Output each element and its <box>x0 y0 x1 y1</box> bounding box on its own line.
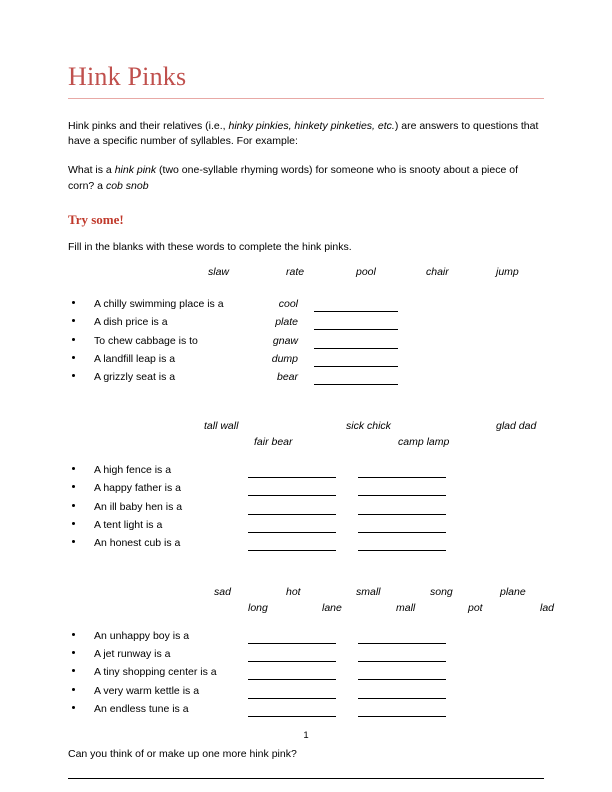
page-title: Hink Pinks <box>68 62 187 91</box>
intro-text-part-1: hinky pinkies, hinkety pinketies, etc. <box>228 119 395 132</box>
exercise-prompt: A landfill leap is a <box>94 352 176 365</box>
exercises-container <box>68 265 555 722</box>
exercise-list-2 <box>68 464 544 556</box>
exercise-prompt: A high fence is a <box>94 463 172 476</box>
word-bank-item: small <box>356 585 381 598</box>
word-bank-item: lad <box>540 601 555 614</box>
page-number: 1 <box>303 730 309 741</box>
example-paragraph <box>68 163 544 193</box>
exercise-prompt: To chew cabbage is to <box>94 334 198 347</box>
exercise-prompt: A jet runway is a <box>94 648 171 661</box>
word-bank-item: chair <box>426 265 449 278</box>
answer-blank[interactable] <box>358 661 446 662</box>
exercise-prompt: A tent light is a <box>94 518 163 531</box>
bullet-icon <box>72 338 75 341</box>
given-word: plate <box>275 316 298 329</box>
example-text-part-0: What is a <box>68 164 115 177</box>
exercise-prompt: A very warm kettle is a <box>94 684 200 697</box>
given-word: cool <box>278 297 298 310</box>
bullet-icon <box>72 485 75 488</box>
exercise-item <box>68 482 544 500</box>
bullet-icon <box>72 540 75 543</box>
bullet-icon <box>72 706 75 709</box>
answer-blank[interactable] <box>314 384 398 385</box>
exercise-prompt: A happy father is a <box>94 482 181 495</box>
exercise-prompt: An ill baby hen is a <box>94 500 183 513</box>
word-bank-item: pot <box>468 601 483 614</box>
exercise-prompt: A grizzly seat is a <box>94 371 176 384</box>
word-bank-item: tall wall <box>204 419 239 432</box>
answer-blank[interactable] <box>358 643 446 644</box>
word-bank-item: pool <box>356 265 376 278</box>
answer-blank[interactable] <box>358 495 446 496</box>
intro-paragraph <box>68 119 544 149</box>
answer-blank[interactable] <box>248 698 336 699</box>
answer-write-in-line <box>68 778 544 779</box>
answer-blank[interactable] <box>314 311 398 312</box>
exercise-prompt: An unhappy boy is a <box>94 629 190 642</box>
bullet-icon <box>72 467 75 470</box>
answer-blank[interactable] <box>358 514 446 515</box>
fill-blanks-instruction: Fill in the blanks with these words to complete the hink pinks. <box>68 240 352 253</box>
word-bank-item: hot <box>286 585 301 598</box>
word-bank-item: sad <box>214 585 231 598</box>
exercise-item <box>68 353 544 371</box>
answer-blank[interactable] <box>314 348 398 349</box>
exercise-item <box>68 464 544 482</box>
answer-blank[interactable] <box>248 532 336 533</box>
word-bank-item: sick chick <box>346 419 391 432</box>
answer-blank[interactable] <box>248 661 336 662</box>
exercise-prompt: An honest cub is a <box>94 537 181 550</box>
page-content <box>68 62 555 779</box>
exercise-item <box>68 666 544 684</box>
exercise-item <box>68 685 544 703</box>
bullet-icon <box>72 633 75 636</box>
exercise-item <box>68 371 544 389</box>
given-word: gnaw <box>272 334 298 347</box>
answer-blank[interactable] <box>358 477 446 478</box>
word-bank-item: plane <box>500 585 526 598</box>
exercise-item <box>68 501 544 519</box>
word-bank-item: rate <box>286 265 305 278</box>
exercise-prompt: A chilly swimming place is a <box>94 297 224 310</box>
bullet-icon <box>72 688 75 691</box>
example-text-part-2: (two one-syllable rhyming words) for someone who is snooty about a piece of corn? a <box>68 164 518 192</box>
answer-blank[interactable] <box>248 679 336 680</box>
answer-blank[interactable] <box>248 716 336 717</box>
answer-blank[interactable] <box>358 532 446 533</box>
exercise-item <box>68 648 544 666</box>
exercise-prompt: An endless tune is a <box>94 703 189 716</box>
exercise-list-1 <box>68 298 544 390</box>
answer-blank[interactable] <box>248 643 336 644</box>
answer-blank[interactable] <box>358 679 446 680</box>
answer-blank[interactable] <box>248 477 336 478</box>
given-word: bear <box>276 371 298 384</box>
example-text-part-1: hink pink <box>114 164 157 177</box>
word-bank-item: fair bear <box>254 435 293 448</box>
word-bank-1 <box>68 266 544 288</box>
exercise-item <box>68 537 544 555</box>
bullet-icon <box>72 319 75 322</box>
exercise-list-3 <box>68 630 544 722</box>
bullet-icon <box>72 301 75 304</box>
word-bank-item: lane <box>322 601 342 614</box>
answer-blank[interactable] <box>314 329 398 330</box>
bullet-icon <box>72 651 75 654</box>
word-bank-item: long <box>248 601 268 614</box>
exercise-prompt: A tiny shopping center is a <box>94 666 217 679</box>
exercise-prompt: A dish price is a <box>94 316 168 329</box>
word-bank-3 <box>68 585 555 620</box>
bullet-icon <box>72 522 75 525</box>
try-some-heading: Try some! <box>68 211 124 227</box>
bullet-icon <box>72 374 75 377</box>
exercise-item <box>68 298 544 316</box>
intro-text-part-2: ) are answers to questions that have a specific number of syllables. For example: <box>68 119 539 148</box>
intro-text-part-0: Hink pinks and their relatives (i.e., <box>68 119 229 132</box>
word-bank-item: mall <box>396 601 416 614</box>
answer-blank[interactable] <box>358 698 446 699</box>
given-word: dump <box>271 352 298 365</box>
bullet-icon <box>72 504 75 507</box>
answer-blank[interactable] <box>358 550 446 551</box>
word-bank-item: glad dad <box>496 419 537 432</box>
answer-blank[interactable] <box>314 366 398 367</box>
word-bank-item: camp lamp <box>398 435 450 448</box>
word-bank-item: slaw <box>208 265 230 278</box>
answer-blank[interactable] <box>358 716 446 717</box>
answer-blank[interactable] <box>248 495 336 496</box>
answer-blank[interactable] <box>248 550 336 551</box>
title-divider <box>68 98 544 99</box>
word-bank-item: jump <box>496 265 519 278</box>
word-bank-item: song <box>430 585 453 598</box>
exercise-item <box>68 519 544 537</box>
bullet-icon <box>72 669 75 672</box>
exercise-item <box>68 335 544 353</box>
example-text-part-3: cob snob <box>105 179 149 192</box>
exercise-item <box>68 703 544 721</box>
exercise-item <box>68 630 544 648</box>
exercise-item <box>68 316 544 334</box>
closing-question: Can you think of or make up one more hink pink? <box>68 747 297 760</box>
word-bank-2 <box>68 420 544 454</box>
answer-blank[interactable] <box>248 514 336 515</box>
bullet-icon <box>72 356 75 359</box>
